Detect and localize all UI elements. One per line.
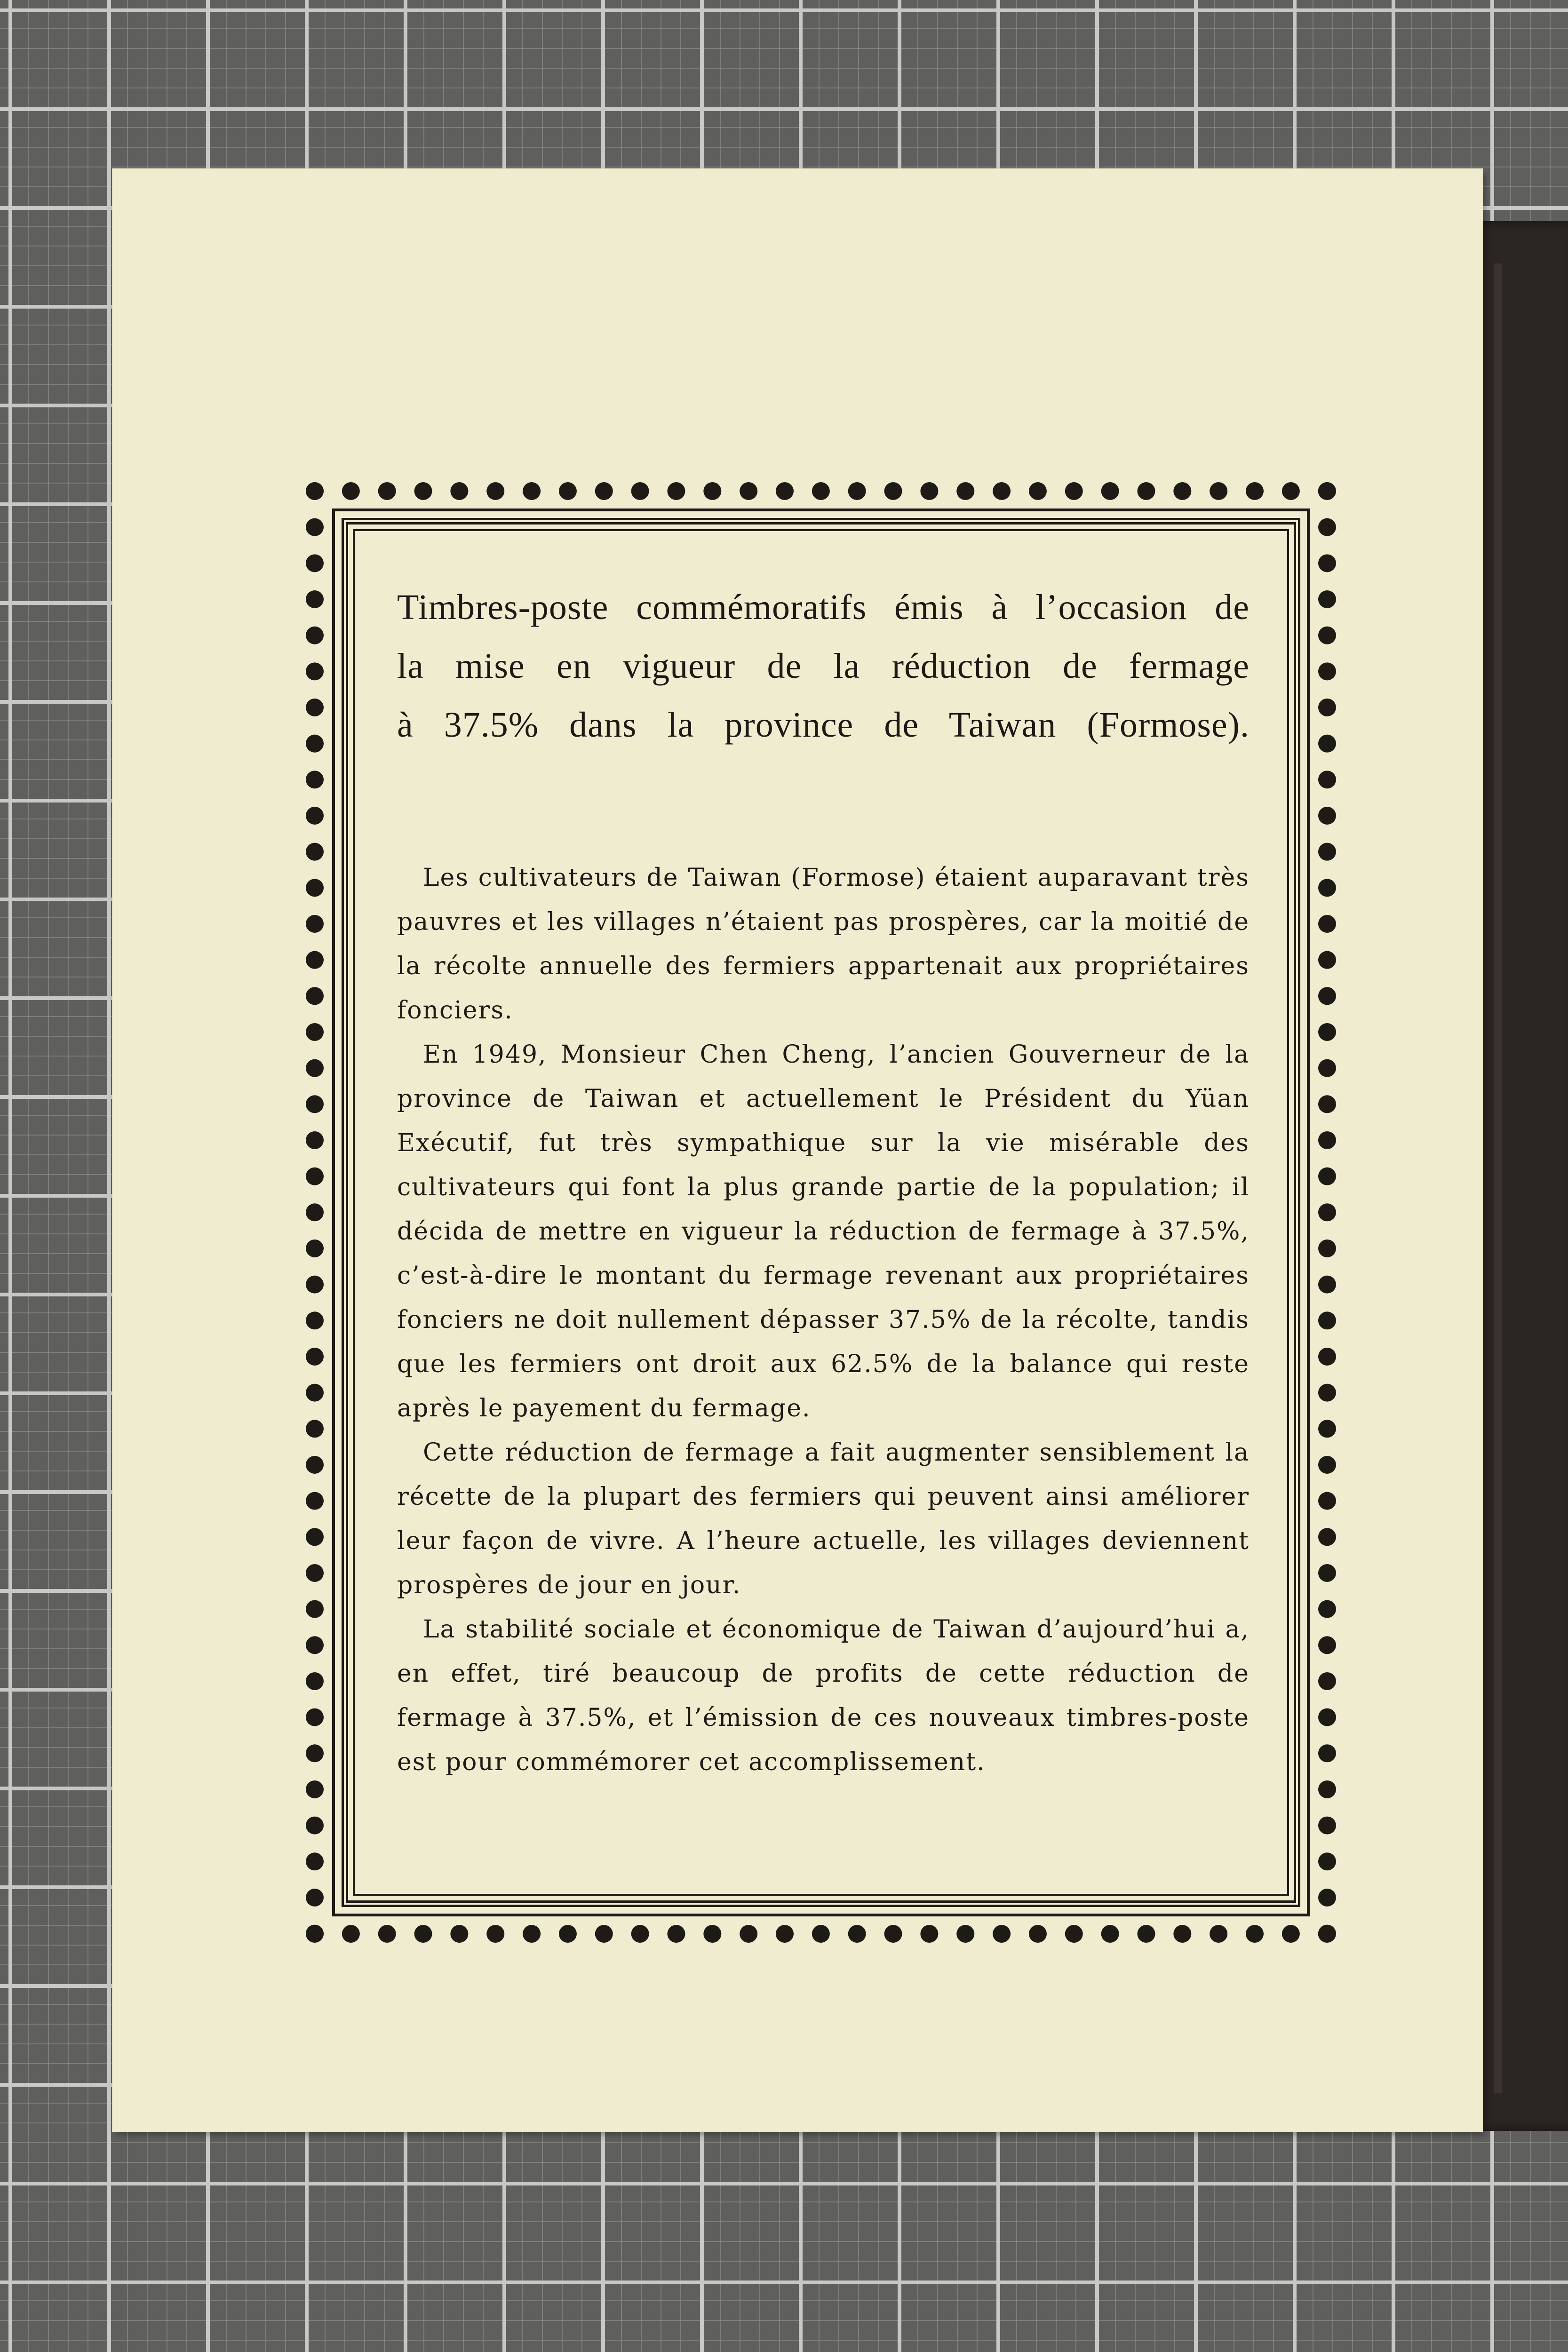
- title-line: la mise en vigueur de la réduction de fermage: [397, 646, 1250, 686]
- border-rule-double: [342, 518, 1300, 1907]
- paragraph-reduction-effects: Cette réduction de fermage a fait augmenter sensiblement la récette de la plupart des fermiers qui peuvent ainsi améliorer leur façon de vivre. A l’heure actuelle, les villages deviennent prospères de jour en jour.: [397, 1438, 1250, 1599]
- document-body: [397, 856, 1250, 1784]
- document-content: [397, 578, 1250, 1784]
- border-rule-outer: [332, 509, 1310, 1916]
- paragraph-cultivateurs: Les cultivateurs de Taiwan (Formose) étaient auparavant très pauvres et les villages n’étaient pas prospères, car la moitié de la récolte annuelle des fermiers appartenait aux propriétaires fonciers.: [397, 864, 1250, 1025]
- title-line: à 37.5% dans la province de Taiwan (Formose).: [397, 705, 1250, 745]
- backing-board-edge: [1494, 263, 1502, 2093]
- document-sheet: [113, 169, 1482, 2131]
- title-line: Timbres-poste commémoratifs émis à l’occasion de: [397, 588, 1250, 627]
- ornamental-border: [306, 482, 1336, 1943]
- text-panel: [353, 529, 1289, 1896]
- paragraph-stabilite: La stabilité sociale et économique de Taiwan d’aujourd’hui a, en effet, tiré beaucoup de profits de cette réduction de fermage à 37.5%, et l’émission de ces nouveaux timbres-poste est pour commémorer cet accomplissement.: [397, 1615, 1250, 1776]
- document-title: [397, 578, 1250, 755]
- paragraph-chen-cheng: En 1949, Monsieur Chen Cheng, l’ancien Gouverneur de la province de Taiwan et actuellement le Président du Yüan Exécutif, fut très sympathique sur la vie misérable des cultivateurs qui font la plus grande partie de la population; il décida de mettre en vigueur la réduction de fermage à 37.5%, c’est-à-dire le montant du fermage revenant aux propriétaires fonciers ne doit nullement dépasser 37.5% de la récolte, tandis que les fermiers ont droit aux 62.5% de la balance qui reste après le payement du fermage.: [397, 1041, 1250, 1422]
